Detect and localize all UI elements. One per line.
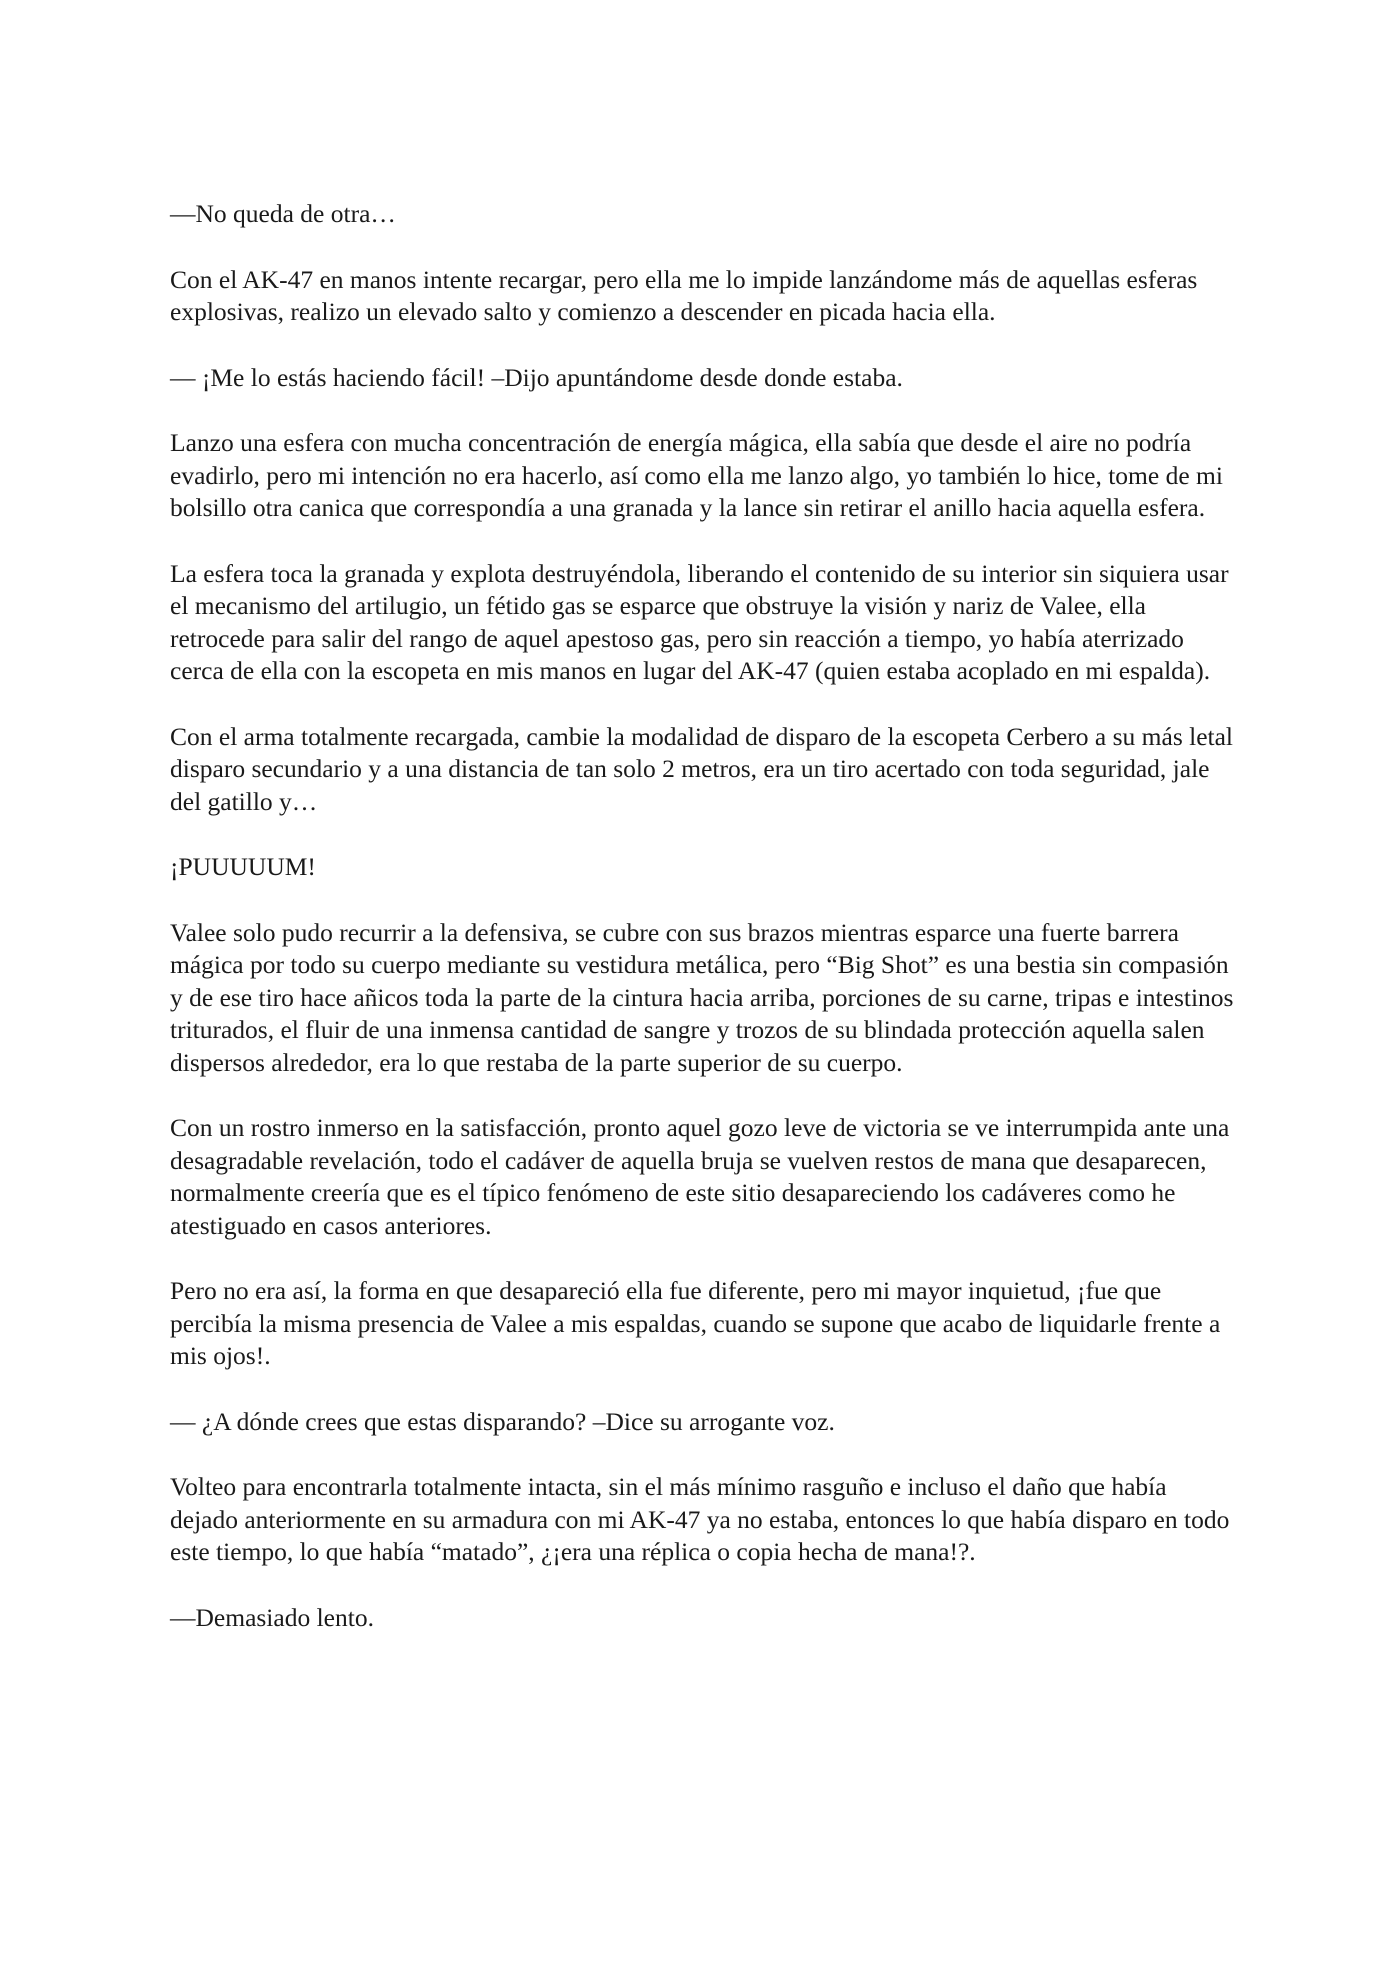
- paragraph-13: —Demasiado lento.: [170, 1602, 374, 1632]
- paragraph-1: —No queda de otra…: [170, 199, 396, 228]
- paragraph-7: ¡PUUUUUM!: [170, 852, 316, 881]
- paragraph-10: Pero no era así, la forma en que desapareció ella fue diferente, pero mi mayor inquietud, ¡fue que percibía la misma presencia de Valee a mis espaldas, cuando se supone que acabo de liquidarle frente a mis ojos!.: [170, 1276, 1221, 1370]
- paragraph-5: La esfera toca la granada y explota destruyéndola, liberando el contenido de su interior sin siquiera usar el mecanismo del artilugio, un fétido gas se esparce que obstruye la visión y nariz de Valee, ella retrocede para salir del rango de aquel apestoso gas, pero sin reacción a tiempo, yo había aterrizado cerca de ella con la escopeta en mis manos en lugar del AK-47 (quien estaba acoplado en mi espalda).: [170, 558, 1229, 685]
- paragraph-9: Con un rostro inmerso en la satisfacción, pronto aquel gozo leve de victoria se ve interrumpida ante una desagradable revelación, todo el cadáver de aquella bruja se vuelven restos de mana que desaparecen, normalmente creería que es el típico fenómeno de este sitio desapareciendo los cadáveres como he atestiguado en casos anteriores.: [170, 1113, 1230, 1240]
- paragraph-3: — ¡Me lo estás haciendo fácil! –Dijo apuntándome desde donde estaba.: [170, 362, 903, 392]
- paragraph-8: Valee solo pudo recurrir a la defensiva, se cubre con sus brazos mientras esparce una fuerte barrera mágica por todo su cuerpo mediante su vestidura metálica, pero “Big Shot” es una bestia sin compasión y de ese tiro hace añicos toda la parte de la cintura hacia arriba, porciones de su carne, tripas e intestinos triturados, el fluir de una inmensa cantidad de sangre y trozos de su blindada protección aquella salen dispersos alrededor, era lo que restaba de la parte superior de su cuerpo.: [170, 917, 1234, 1077]
- paragraph-12: Volteo para encontrarla totalmente intacta, sin el más mínimo rasguño e incluso el daño que había dejado anteriormente en su armadura con mi AK-47 ya no estaba, entonces lo que había disparo en todo este tiempo, lo que había “matado”, ¿¡era una réplica o copia hecha de mana!?.: [170, 1472, 1230, 1566]
- paragraph-6: Con el arma totalmente recargada, cambie la modalidad de disparo de la escopeta Cerbero a su más letal disparo secundario y a una distancia de tan solo 2 metros, era un tiro acertado con toda seguridad, jale del gatillo y…: [170, 721, 1234, 816]
- document-body: [170, 198, 1240, 1667]
- paragraph-2: Con el AK-47 en manos intente recargar, pero ella me lo impide lanzándome más de aquellas esferas explosivas, realizo un elevado salto y comienzo a descender en picada hacia ella.: [170, 264, 1198, 326]
- paragraph-4: Lanzo una esfera con mucha concentración de energía mágica, ella sabía que desde el aire no podría evadirlo, pero mi intención no era hacerlo, así como ella me lanzo algo, yo también lo hice, tome de mi bolsillo otra canica que correspondía a una granada y la lance sin retirar el anillo hacia aquella esfera.: [170, 428, 1223, 522]
- paragraph-11: — ¿A dónde crees que estas disparando? –Dice su arrogante voz.: [170, 1406, 835, 1436]
